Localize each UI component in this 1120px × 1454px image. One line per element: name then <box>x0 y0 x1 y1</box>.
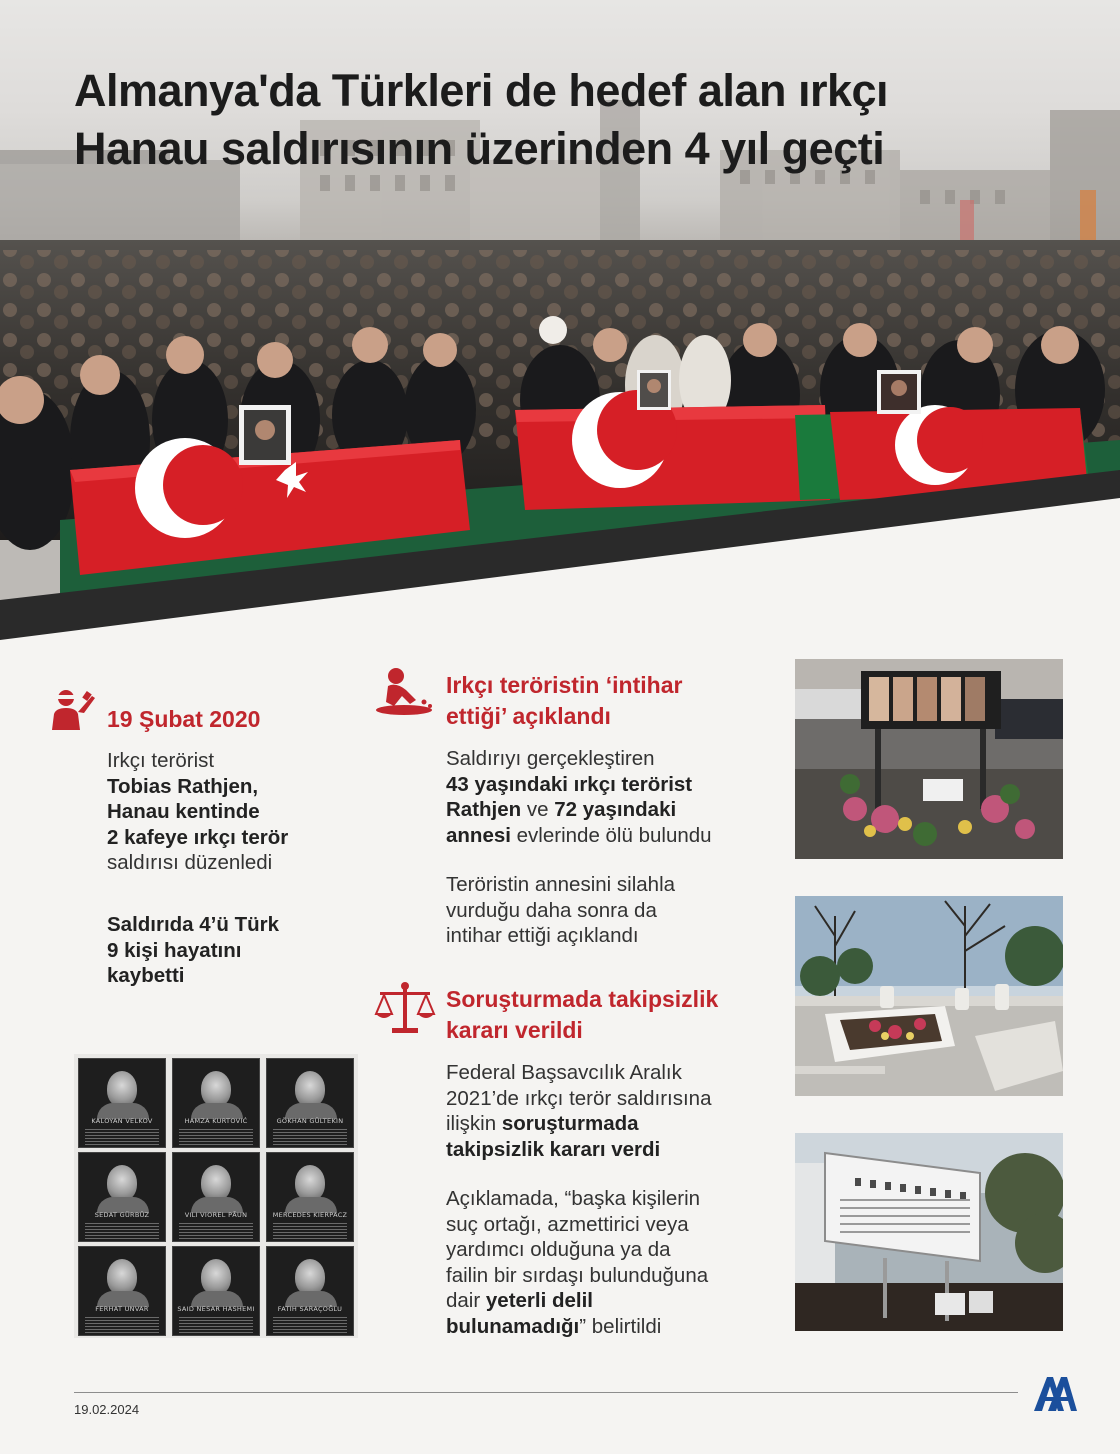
text-line: Saldırıyı gerçekleştiren <box>446 747 655 770</box>
aa-logo-icon <box>1030 1371 1078 1415</box>
plaque-name: MERCEDES KIERPACZ <box>272 1211 348 1219</box>
text-line: Federal Başsavcılık Aralık <box>446 1061 682 1084</box>
footer-divider <box>74 1392 1018 1393</box>
plaque <box>78 1246 166 1336</box>
page-title <box>74 62 1034 178</box>
title-line-2: Hanau saldırısının üzerinden 4 yıl geçti <box>74 123 885 174</box>
bold-text: Saldırıda 4’ü Türk <box>107 913 280 936</box>
plaque <box>172 1058 260 1148</box>
text-line: yardımcı olduğuna ya da <box>446 1238 671 1261</box>
plaque-name: HAMZA KURTOVIĆ <box>184 1117 248 1125</box>
section-suicide-heading <box>446 670 746 732</box>
plaque-name: VILI VIOREL PĂUN <box>184 1211 248 1219</box>
heading-line: Irkçı teröristin ‘intihar <box>446 672 683 698</box>
text-line: suç ortağı, azmettirici veya <box>446 1212 689 1236</box>
bold-text: yeterli delil <box>485 1289 593 1312</box>
bold-text: Tobias Rathjen, <box>107 774 259 798</box>
section-date-heading: 19 Şubat 2020 <box>107 706 261 732</box>
bold-text: 9 kişi hayatını <box>107 938 242 962</box>
plaque-name: FATIH SARAÇOĞLU <box>277 1305 343 1313</box>
bold-text: takipsizlik kararı verdi <box>446 1137 661 1161</box>
text-span: ilişkin <box>446 1112 502 1135</box>
text-span: ” belirtildi <box>579 1314 662 1338</box>
bold-text: 2 kafeye ırkçı terör <box>107 825 289 849</box>
attacker-with-gun-icon <box>48 688 98 734</box>
section-date-paragraph-1 <box>107 748 337 876</box>
bold-text: soruşturmada <box>501 1112 639 1135</box>
text-line: failin bir sırdaşı bulunduğuna <box>446 1263 709 1287</box>
bold-text: 43 yaşındaki ırkçı terörist <box>446 772 693 796</box>
plaque <box>266 1152 354 1242</box>
section-investigation-paragraph-1 <box>446 1060 776 1162</box>
heading-line: Soruşturmada takipsizlik <box>446 986 719 1012</box>
plaque <box>266 1246 354 1336</box>
section-suicide-paragraph-1 <box>446 746 766 848</box>
plaque <box>78 1152 166 1242</box>
publish-date: 19.02.2024 <box>74 1402 140 1417</box>
plaque-name: GÖKHAN GÜLTEKIN <box>276 1117 344 1125</box>
hero-photo <box>0 0 1120 640</box>
section-investigation-paragraph-2 <box>446 1186 786 1339</box>
section-suicide-paragraph-2 <box>446 872 766 949</box>
section-investigation-heading <box>446 984 766 1046</box>
title-line-1: Almanya'da Türkleri de hedef alan ırkçı <box>74 65 889 116</box>
text-span: ve <box>521 798 555 821</box>
text-line: vurduğu daha sonra da <box>446 898 657 922</box>
text-line: 2021’de ırkçı terör saldırısına <box>446 1086 712 1110</box>
plaque <box>266 1058 354 1148</box>
bold-text: 72 yaşındaki <box>554 798 677 821</box>
fallen-person-icon <box>374 666 436 716</box>
text-span: dair <box>446 1289 486 1312</box>
cemetery-graves-photo <box>795 896 1063 1096</box>
plaque-name: FERHAT UNVAR <box>95 1305 149 1313</box>
plaque <box>172 1152 260 1242</box>
plaque-name: SAID NESAR HASHEMI <box>177 1305 255 1313</box>
bold-text: Hanau kentinde <box>107 800 260 823</box>
bold-text: kaybetti <box>107 964 185 987</box>
text-line: intihar ettiği açıklandı <box>446 924 639 947</box>
heading-line: ettiği’ açıklandı <box>446 703 611 729</box>
plaque <box>172 1246 260 1336</box>
text-span: evlerinde ölü bulundu <box>510 823 712 847</box>
plaque-name: KALOYAN VELKOV <box>91 1117 153 1125</box>
memorial-plaques-photo <box>74 1054 358 1338</box>
heading-line: kararı verildi <box>446 1017 583 1043</box>
section-date-paragraph-2 <box>107 912 337 989</box>
scales-of-justice-icon <box>374 980 436 1036</box>
bold-text: Rathjen <box>446 798 522 821</box>
bold-text: bulunamadığı <box>446 1314 580 1338</box>
text-line: Açıklamada, “başka kişilerin <box>446 1187 701 1210</box>
memorial-site-photo <box>795 659 1063 859</box>
memorial-board-photo <box>795 1133 1063 1331</box>
plaque <box>78 1058 166 1148</box>
bold-text: annesi <box>446 823 511 847</box>
text-line: Teröristin annesini silahla <box>446 873 676 896</box>
text-line: saldırısı düzenledi <box>107 851 273 874</box>
text-line: Irkçı terörist <box>107 749 215 772</box>
plaque-name: SEDAT GÜRBÜZ <box>94 1211 150 1219</box>
